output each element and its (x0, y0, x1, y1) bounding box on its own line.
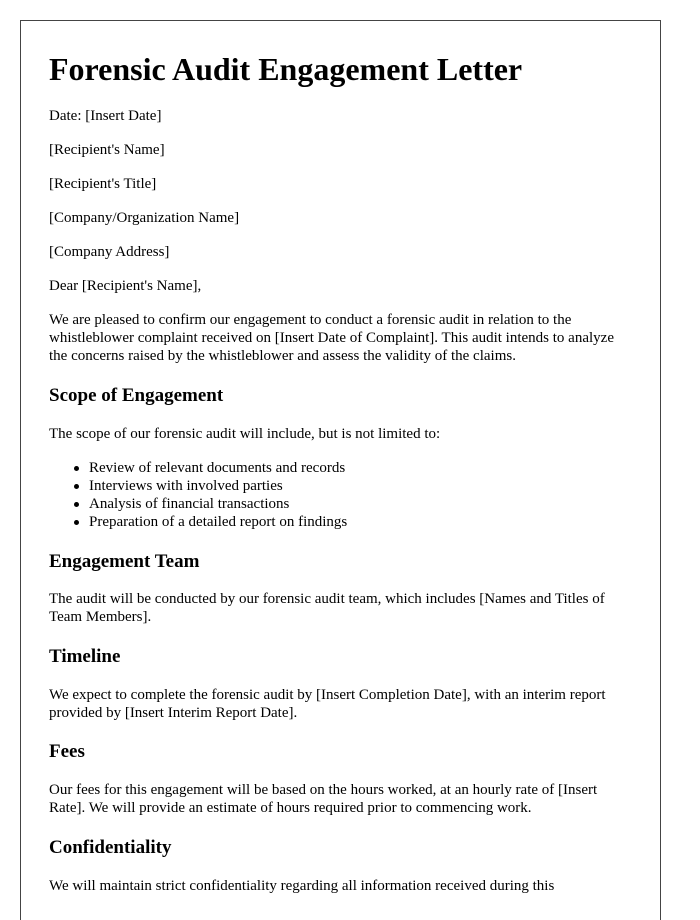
bullet-icon (74, 466, 79, 471)
intro-paragraph: We are pleased to confirm our engagement to conduct a forensic audit in relation to the whistleblower complaint received on [Insert Date of Complaint]. This audit intends to analyze the concerns raised by the whistleblower and assess the validity of the claims. (49, 312, 614, 364)
confidentiality-paragraph: We will maintain strict confidentiality regarding all information received during this (49, 878, 555, 894)
scope-paragraph: The scope of our forensic audit will include, but is not limited to: (49, 426, 441, 442)
list-item (49, 477, 347, 495)
list-item-text: Review of relevant documents and records (89, 460, 346, 476)
timeline-paragraph: We expect to complete the forensic audit by [Insert Completion Date], with an interim report provided by [Insert Interim Report Date]. (49, 687, 606, 721)
fees-paragraph: Our fees for this engagement will be based on the hours worked, at an hourly rate of [Insert Rate]. We will provide an estimate of hours required prior to commencing work. (49, 782, 598, 816)
company-name: [Company/Organization Name] (49, 210, 240, 226)
letter-page (20, 20, 661, 920)
list-item (49, 513, 347, 531)
scope-heading: Scope of Engagement (49, 385, 224, 406)
list-item-text: Interviews with involved parties (89, 478, 283, 494)
recipient-name: [Recipient's Name] (49, 142, 165, 158)
list-item-text: Analysis of financial transactions (89, 496, 290, 512)
bullet-icon (74, 502, 79, 507)
bullet-icon (74, 484, 79, 489)
team-heading: Engagement Team (49, 551, 200, 572)
recipient-title: [Recipient's Title] (49, 176, 157, 192)
letter-date: Date: [Insert Date] (49, 108, 162, 124)
timeline-heading: Timeline (49, 646, 121, 667)
team-paragraph: The audit will be conducted by our forensic audit team, which includes [Names and Titles of Team Members]. (49, 591, 605, 625)
list-item (49, 459, 347, 477)
company-address: [Company Address] (49, 244, 170, 260)
list-item-text: Preparation of a detailed report on findings (89, 514, 348, 530)
scope-list (49, 459, 347, 531)
fees-heading: Fees (49, 741, 85, 762)
page-title: Forensic Audit Engagement Letter (49, 51, 523, 87)
salutation: Dear [Recipient's Name], (49, 278, 202, 294)
confidentiality-heading: Confidentiality (49, 837, 172, 858)
list-item (49, 495, 347, 513)
bullet-icon (74, 520, 79, 525)
